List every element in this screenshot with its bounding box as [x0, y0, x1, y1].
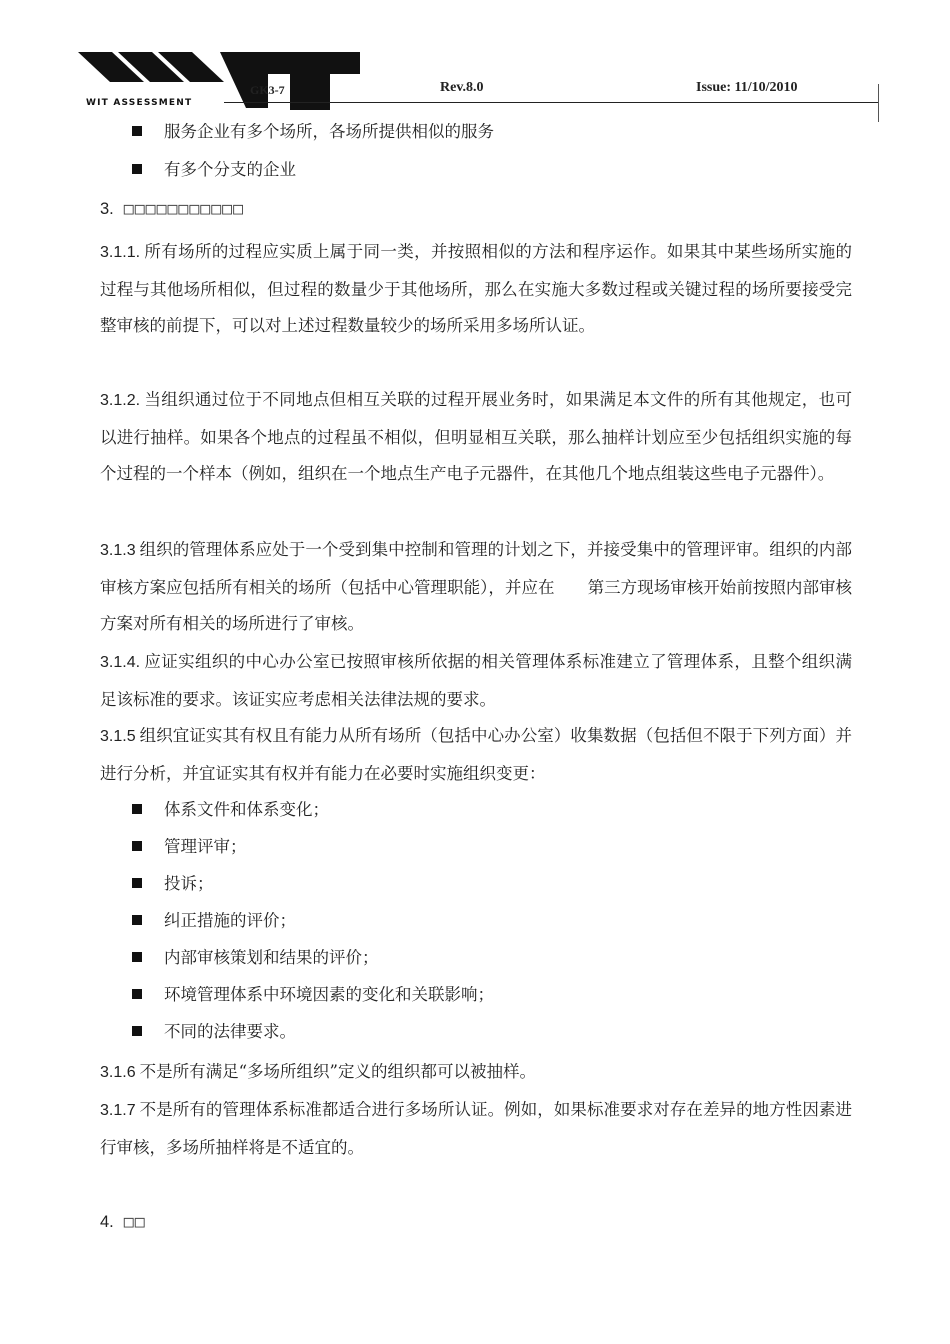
- bullet-square-icon: [132, 915, 142, 925]
- paragraph-3-1-5: 3.1.5 组织宜证实其有权且有能力从所有场所（包括中心办公室）收集数据（包括但不限于下列方面）并进行分析，并宜证实其有权并有能力在必要时实施组织变更：: [100, 726, 852, 783]
- header-edge-tick: [878, 84, 879, 122]
- bullet-square-icon: [132, 164, 142, 174]
- bullet-item: 投诉；: [132, 866, 214, 903]
- revision: Rev.8.0: [440, 80, 484, 95]
- paragraph-3-1-1: 3.1.1. 所有场所的过程应实质上属于同一类，并按照相似的方法和程序运作。如果其中某些场所实施的过程与其他场所相似，但过程的数量少于其他场所，那么在实施大多数过程或关键过程的场所要接受完整审核的前提下，可以对上述过程数量较少的场所采用多场所认证。: [100, 242, 852, 335]
- bullet-square-icon: [132, 126, 142, 136]
- section-number: 4.: [100, 1213, 114, 1231]
- section-4-heading: [100, 1204, 146, 1241]
- bullet-item: 环境管理体系中环境因素的变化和关联影响；: [132, 977, 494, 1014]
- bullet-item: 纠正措施的评价；: [132, 903, 296, 940]
- bullet-square-icon: [132, 989, 142, 999]
- logo-text: WIT ASSESSMENT: [86, 98, 193, 108]
- bullet-square-icon: [132, 878, 142, 888]
- logo-i: [220, 52, 268, 108]
- bullet-square-icon: [132, 841, 142, 851]
- bullet-square-icon: [132, 804, 142, 814]
- paragraph-3-1-6: 3.1.6 不是所有满足“多场所组织”定义的组织都可以被抽样。: [100, 1062, 536, 1081]
- bullet-item: 服务企业有多个场所，各场所提供相似的服务: [132, 114, 494, 151]
- paragraph-3-1-4: 3.1.4. 应证实组织的中心办公室已按照审核所依据的相关管理体系标准建立了管理体系，且整个组织满足该标准的要求。该证实应考虑相关法律法规的要求。: [100, 652, 852, 709]
- doc-code: GK3-7: [250, 83, 285, 97]
- bullet-square-icon: [132, 1026, 142, 1036]
- issue-date: Issue: 11/10/2010: [696, 80, 798, 95]
- paragraph-3-1-3: 3.1.3 组织的管理体系应处于一个受到集中控制和管理的计划之下，并接受集中的管理评审。组织的内部审核方案应包括所有相关的场所（包括中心管理职能），并应在 第三方现场审核开始前按照内部审核方案对所有相关的场所进行了审核。: [100, 540, 852, 633]
- bullet-item: 有多个分支的企业: [132, 152, 296, 189]
- section-title: □□: [123, 1212, 146, 1231]
- section-number: 3.: [100, 200, 114, 218]
- bullet-item: 内部审核策划和结果的评价；: [132, 940, 379, 977]
- paragraph-3-1-7: 3.1.7 不是所有的管理体系标准都适合进行多场所认证。例如，如果标准要求对存在差异的地方性因素进行审核，多场所抽样将是不适宜的。: [100, 1100, 852, 1157]
- bullet-item: 体系文件和体系变化；: [132, 792, 329, 829]
- paragraph-3-1-2: 3.1.2. 当组织通过位于不同地点但相互关联的过程开展业务时，如果满足本文件的所有其他规定，也可以进行抽样。如果各个地点的过程虽不相似，但明显相互关联，那么抽样计划应至少包括组织实施的每个过程的一个样本（例如，组织在一个地点生产电子元器件，在其他几个地点组装这些电子元器件）。: [100, 390, 852, 483]
- section-title: □□□□□□□□□□□: [123, 199, 245, 218]
- header-rule: [224, 102, 878, 103]
- bullet-item: 不同的法律要求。: [132, 1014, 296, 1051]
- bullet-item: 管理评审；: [132, 829, 247, 866]
- bullet-square-icon: [132, 952, 142, 962]
- section-3-heading: [100, 191, 244, 228]
